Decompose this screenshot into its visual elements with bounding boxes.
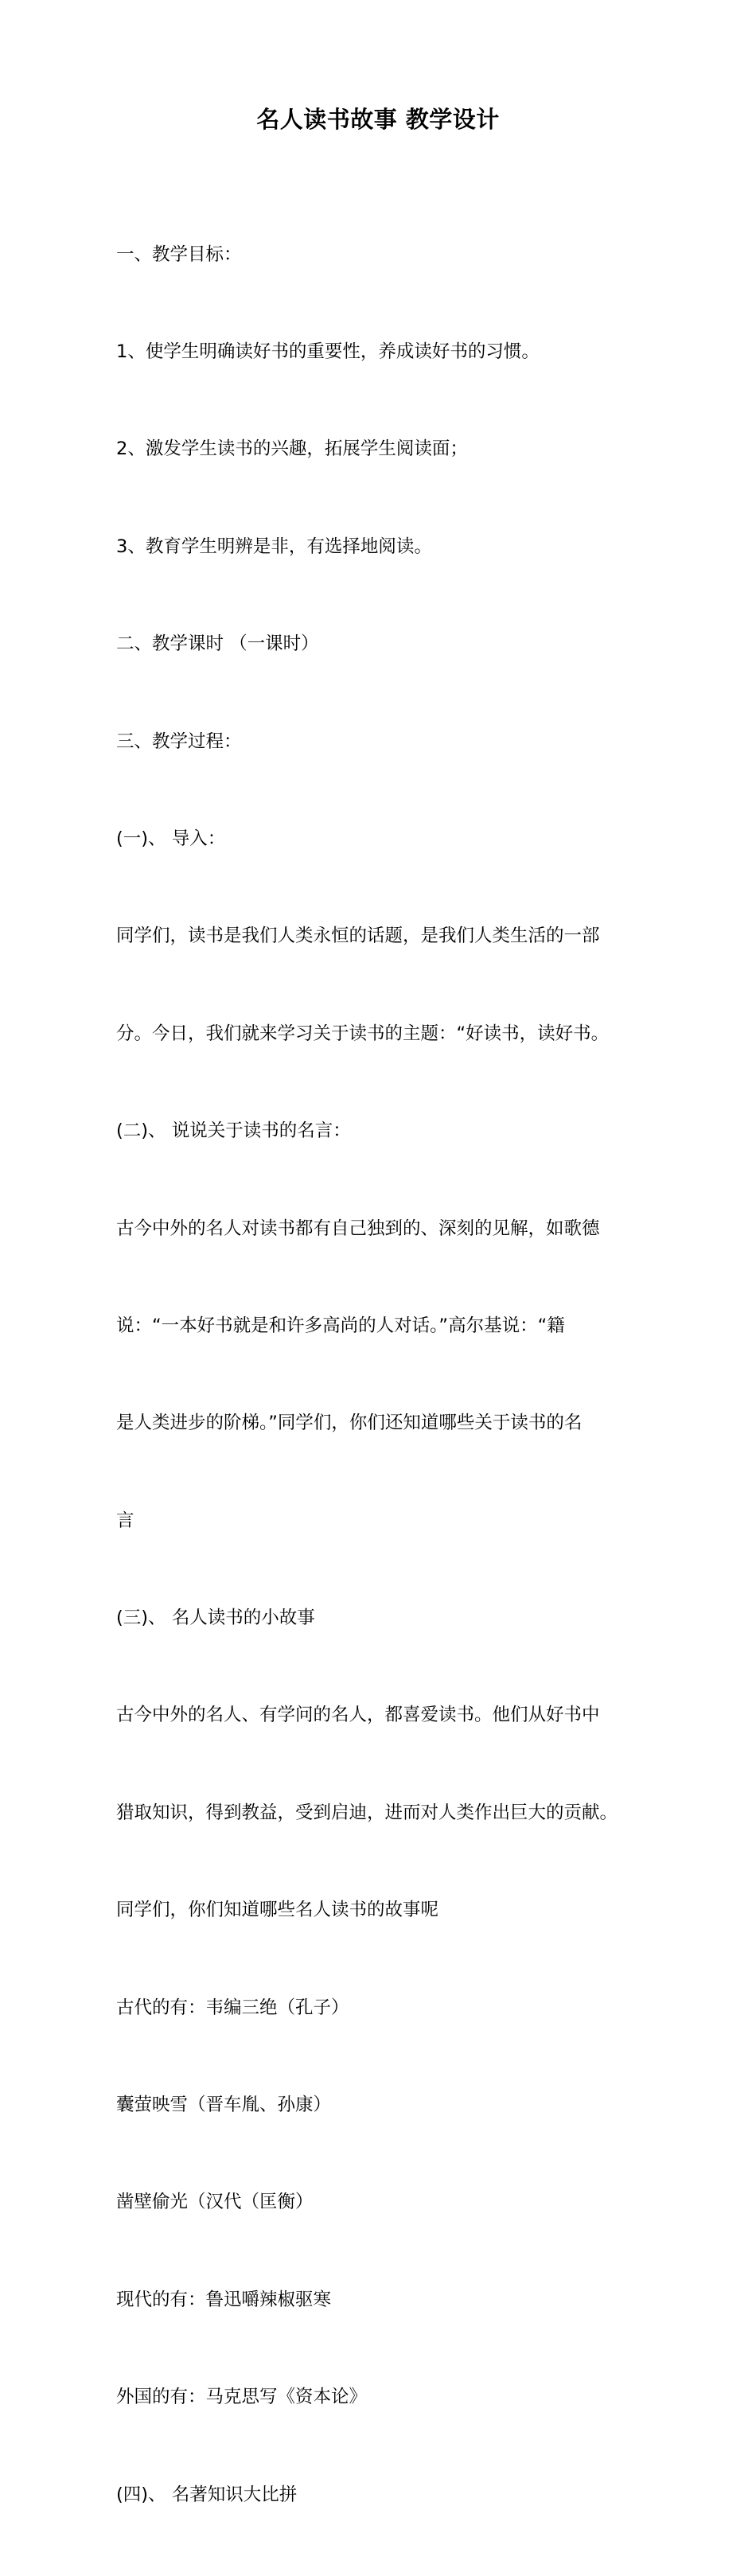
paragraph-line: 是人类进步的阶梯。”同学们，你们还知道哪些关于读书的名: [116, 1413, 583, 1434]
document-title: 名人读书故事 教学设计: [256, 106, 500, 133]
paragraph-line: 言: [116, 1510, 134, 1531]
paragraph-line: 同学们，读书是我们人类永恒的话题，是我们人类生活的一部: [116, 926, 600, 947]
story-list-item: 囊萤映雪（晋车胤、孙康）: [116, 2095, 332, 2116]
story-list-item: 外国的有：马克思写《资本论》: [116, 2387, 368, 2408]
subsection-heading-stories: (三)、 名人读书的小故事: [116, 1608, 315, 1629]
section-heading-class-hours: 二、教学课时 （一课时）: [116, 633, 319, 655]
section-heading-objectives: 一、教学目标：: [116, 244, 242, 265]
story-list-item: 凿壁偷光（汉代（匡衡）: [116, 2192, 314, 2213]
subsection-heading-quotes: (二)、 说说关于读书的名言：: [116, 1120, 351, 1142]
objective-item-3: 3、教育学生明辨是非，有选择地阅读。: [116, 536, 432, 557]
paragraph-line: 古今中外的名人对读书都有自己独到的、深刻的见解，如歌德: [116, 1218, 600, 1239]
paragraph-line: 同学们，你们知道哪些名人读书的故事呢: [116, 1900, 439, 1921]
document-body: [116, 173, 673, 2576]
paragraph-line: 古今中外的名人、有学问的名人，都喜爱读书。他们从好书中: [116, 1705, 600, 1726]
subsection-heading-intro: (一)、 导入：: [116, 828, 226, 849]
section-heading-process: 三、教学过程：: [116, 731, 242, 752]
story-list-item: 现代的有：鲁迅嚼辣椒驱寒: [116, 2289, 332, 2310]
subsection-heading-quiz: (四)、 名著知识大比拼: [116, 2484, 298, 2505]
objective-item-2: 2、激发学生读书的兴趣，拓展学生阅读面；: [116, 438, 468, 460]
objective-item-1: 1、使学生明确读好书的重要性，养成读好书的习惯。: [116, 341, 540, 362]
paragraph-line: 说：“一本好书就是和许多高尚的人对话。”高尔基说：“籍: [116, 1315, 565, 1336]
paragraph-line: 猎取知识，得到教益，受到启迪，进而对人类作出巨大的贡献。: [116, 1802, 618, 1823]
paragraph-line: 分。今日，我们就来学习关于读书的主题：“好读书，读好书。: [116, 1023, 610, 1044]
story-list-item: 古代的有：韦编三绝（孔子）: [116, 1997, 349, 2018]
